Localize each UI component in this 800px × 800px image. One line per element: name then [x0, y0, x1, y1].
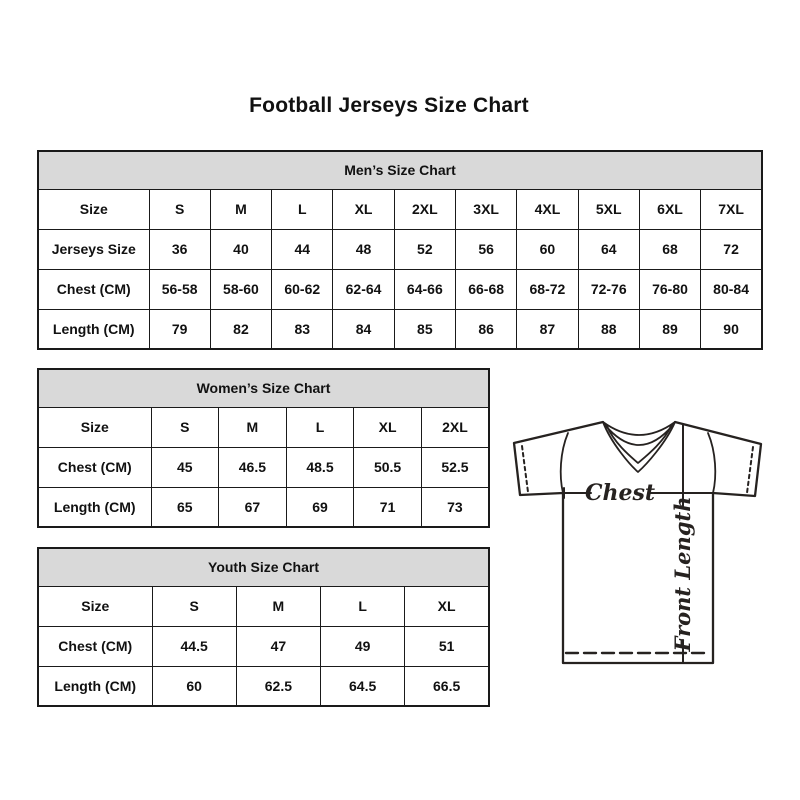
table-title: Youth Size Chart: [38, 548, 489, 586]
value-cell: 69: [286, 487, 354, 527]
value-cell: 82: [210, 309, 271, 349]
column-header-row: [38, 407, 489, 447]
value-cell: 80-84: [701, 269, 762, 309]
size-column-header: S: [149, 189, 210, 229]
value-cell: 64-66: [394, 269, 455, 309]
row-label: Chest (CM): [38, 626, 152, 666]
value-cell: 48.5: [286, 447, 354, 487]
size-column-header: L: [286, 407, 354, 447]
value-cell: 58-60: [210, 269, 271, 309]
jersey-measurement-diagram: [503, 410, 769, 668]
value-cell: 40: [210, 229, 271, 269]
jersey-diagram-svg: [503, 410, 769, 668]
value-cell: 66.5: [405, 666, 489, 706]
value-cell: 56: [455, 229, 516, 269]
value-cell: 87: [517, 309, 578, 349]
value-cell: 89: [639, 309, 700, 349]
value-cell: 52.5: [421, 447, 489, 487]
value-cell: 79: [149, 309, 210, 349]
chest-label: Chest: [584, 480, 656, 506]
size-column-header: 2XL: [394, 189, 455, 229]
row-label: Length (CM): [38, 487, 151, 527]
column-header-row: [38, 189, 762, 229]
table-row: [38, 229, 762, 269]
mens-size-table: [37, 150, 763, 350]
value-cell: 68: [639, 229, 700, 269]
table-title: Women’s Size Chart: [38, 369, 489, 407]
table-row: [38, 487, 489, 527]
size-column-header: 7XL: [701, 189, 762, 229]
size-column-header: XL: [405, 586, 489, 626]
size-column-header: XL: [333, 189, 394, 229]
value-cell: 62-64: [333, 269, 394, 309]
value-cell: 60: [152, 666, 236, 706]
value-cell: 88: [578, 309, 639, 349]
value-cell: 46.5: [219, 447, 287, 487]
size-column-header: 2XL: [421, 407, 489, 447]
value-cell: 83: [272, 309, 333, 349]
size-column-header: L: [272, 189, 333, 229]
value-cell: 76-80: [639, 269, 700, 309]
value-cell: 52: [394, 229, 455, 269]
row-label: Jerseys Size: [38, 229, 149, 269]
size-column-header: 5XL: [578, 189, 639, 229]
value-cell: 62.5: [236, 666, 320, 706]
row-label-header: Size: [38, 189, 149, 229]
value-cell: 86: [455, 309, 516, 349]
row-label: Length (CM): [38, 666, 152, 706]
row-label: Chest (CM): [38, 269, 149, 309]
table-row: [38, 447, 489, 487]
size-column-header: 3XL: [455, 189, 516, 229]
size-column-header: M: [210, 189, 271, 229]
value-cell: 60-62: [272, 269, 333, 309]
youth-size-table: [37, 547, 490, 707]
value-cell: 45: [151, 447, 219, 487]
table-row: [38, 269, 762, 309]
value-cell: 84: [333, 309, 394, 349]
value-cell: 48: [333, 229, 394, 269]
size-column-header: XL: [354, 407, 422, 447]
value-cell: 90: [701, 309, 762, 349]
size-column-header: S: [152, 586, 236, 626]
table-row: [38, 626, 489, 666]
value-cell: 85: [394, 309, 455, 349]
jersey-outline-icon: [514, 422, 761, 663]
value-cell: 36: [149, 229, 210, 269]
value-cell: 51: [405, 626, 489, 666]
value-cell: 67: [219, 487, 287, 527]
value-cell: 44: [272, 229, 333, 269]
size-column-header: M: [236, 586, 320, 626]
page-title: Football Jerseys Size Chart: [249, 94, 529, 117]
value-cell: 72: [701, 229, 762, 269]
value-cell: 64: [578, 229, 639, 269]
value-cell: 64.5: [321, 666, 405, 706]
value-cell: 66-68: [455, 269, 516, 309]
front-length-label: Front Length: [670, 496, 695, 652]
size-column-header: 6XL: [639, 189, 700, 229]
value-cell: 73: [421, 487, 489, 527]
value-cell: 47: [236, 626, 320, 666]
value-cell: 68-72: [517, 269, 578, 309]
value-cell: 71: [354, 487, 422, 527]
row-label-header: Size: [38, 586, 152, 626]
womens-size-table: [37, 368, 490, 528]
row-label: Length (CM): [38, 309, 149, 349]
column-header-row: [38, 586, 489, 626]
value-cell: 44.5: [152, 626, 236, 666]
value-cell: 56-58: [149, 269, 210, 309]
value-cell: 50.5: [354, 447, 422, 487]
value-cell: 72-76: [578, 269, 639, 309]
size-column-header: M: [219, 407, 287, 447]
table-title: Men’s Size Chart: [38, 151, 762, 189]
value-cell: 49: [321, 626, 405, 666]
table-row: [38, 309, 762, 349]
value-cell: 65: [151, 487, 219, 527]
table-row: [38, 666, 489, 706]
row-label-header: Size: [38, 407, 151, 447]
row-label: Chest (CM): [38, 447, 151, 487]
size-column-header: S: [151, 407, 219, 447]
size-column-header: 4XL: [517, 189, 578, 229]
size-column-header: L: [321, 586, 405, 626]
value-cell: 60: [517, 229, 578, 269]
